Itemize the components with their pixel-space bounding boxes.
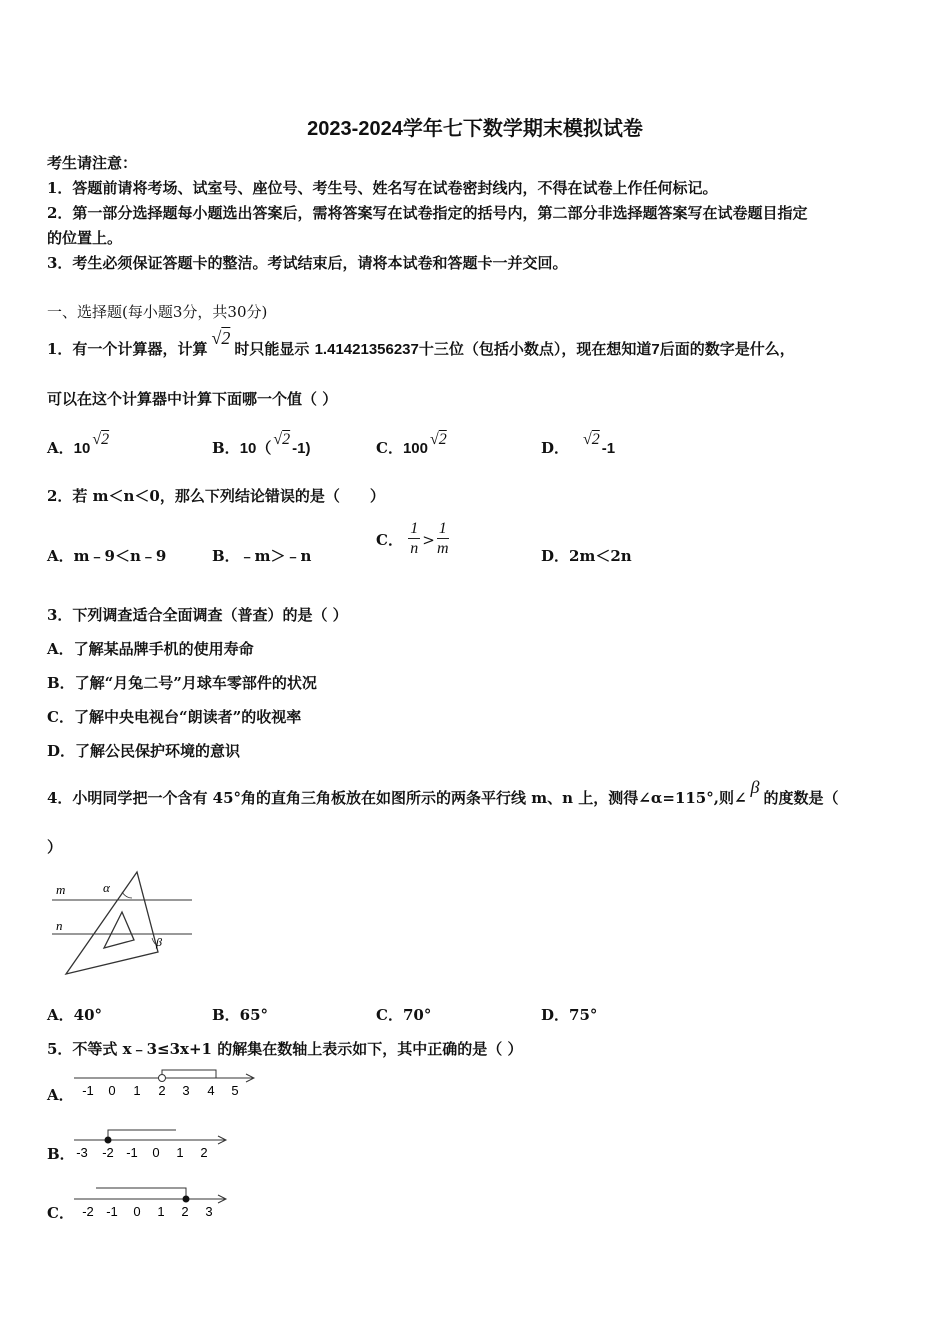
q1-text-b: 时只能显示 (234, 340, 310, 358)
notice-heading: 考生请注意： (47, 154, 138, 172)
label-m: m (56, 882, 66, 897)
tick-label: -2 (102, 1145, 114, 1160)
tick-label: 5 (231, 1083, 239, 1098)
page-title: 2023-2024学年七下数学期末模拟试卷 (307, 118, 643, 140)
q1-text-c: 十三位（包括小数点），现在想知道 (418, 340, 652, 358)
tick-label: 1 (133, 1083, 141, 1098)
number-line-a (70, 1066, 260, 1102)
question-5-stem: 5．不等式 x﹣3≤3x+1 的解集在数轴上表示如下，其中正确的是（ ） (47, 1040, 523, 1058)
option-label: A． (47, 439, 74, 457)
closed-point (183, 1196, 190, 1203)
notice-item-2-cont: 的位置上。 (47, 229, 123, 247)
question-4-stem (47, 777, 839, 808)
numerator: 1 (438, 520, 447, 537)
tick-label: 0 (152, 1145, 160, 1160)
q1-d-post: -1 (601, 440, 616, 457)
q1-seven: 7 (651, 341, 660, 358)
q2-option-a: A．m﹣9＜n﹣9 (47, 547, 167, 565)
q1-text-d: 后面的数字是什么， (659, 340, 795, 358)
q1-option-a (47, 431, 110, 458)
denominator: m (436, 540, 449, 557)
q3-option-b: B．了解“月兔二号”月球车零部件的状况 (47, 674, 317, 692)
q4-stem-text: 4．小明同学把一个含有 45°角的直角三角板放在如图所示的两条平行线 m、n 上，测得∠α=115°,则∠ (47, 789, 747, 807)
number-line-c (70, 1184, 235, 1220)
sqrt-2-exponent: √2 (92, 431, 110, 448)
numerator: 1 (410, 520, 419, 537)
tick-label: -2 (82, 1204, 94, 1219)
question-1-line-1 (47, 328, 795, 359)
tick-label: 4 (207, 1083, 215, 1098)
q1-text-a: 1．有一个计算器，计算 (47, 340, 208, 358)
q1-a-base: 10 (73, 440, 91, 457)
solution-bracket (162, 1070, 216, 1078)
q5-option-c-label: C． (47, 1204, 74, 1222)
q2-option-d: D．2m＜2n (541, 547, 632, 565)
q1-b-post: -1) (292, 440, 311, 457)
question-1-line-2: 可以在这个计算器中计算下面哪一个值（ ） (47, 390, 338, 408)
q3-option-c: C．了解中央电视台“朗读者”的收视率 (47, 708, 302, 726)
tick-label: -1 (106, 1204, 118, 1219)
q1-radicand: 2 (221, 328, 231, 348)
label-beta: β (156, 935, 162, 949)
notice-item-3: 3．考生必须保证答题卡的整洁。考试结束后，请将本试卷和答题卡一并交回。 (47, 254, 568, 272)
denominator: n (410, 540, 419, 557)
tick-label: -3 (76, 1145, 88, 1160)
q3-option-d: D．了解公民保护环境的意识 (47, 742, 241, 760)
tick-label: 3 (182, 1083, 190, 1098)
q4-option-c: C．70° (376, 1006, 432, 1024)
fraction-1-over-n (408, 520, 420, 559)
option-label: B． (212, 439, 240, 457)
sqrt-2-exponent: √2 (429, 431, 447, 448)
notice-item-2: 2．第一部分选择题每小题选出答案后，需将答案写在试卷指定的括号内，第二部分非选择题答案写在试卷题目指定 (47, 204, 808, 222)
fraction-1-over-m (437, 520, 449, 559)
open-point (159, 1075, 166, 1082)
tick-label: 2 (181, 1204, 189, 1219)
label-alpha: α (103, 880, 110, 895)
tick-label: 2 (158, 1083, 166, 1098)
tick-label: 0 (133, 1204, 141, 1219)
q1-option-b (212, 431, 311, 458)
tick-label: 0 (108, 1083, 116, 1098)
solution-bracket (108, 1130, 176, 1140)
sqrt-2: √2 (273, 431, 291, 448)
tick-label: 1 (176, 1145, 184, 1160)
option-label: C． (376, 531, 403, 549)
q1-b-pre: 10（ (239, 440, 272, 457)
sqrt-2-expression: √2 (211, 328, 231, 348)
tick-label: 2 (200, 1145, 208, 1160)
question-3-stem: 3．下列调查适合全面调查（普查）的是（ ） (47, 606, 348, 624)
option-label: D． (541, 439, 570, 457)
q4-option-d: D．75° (541, 1006, 598, 1024)
q5-option-b-label: B． (47, 1145, 75, 1163)
question-4-close-paren: ） (47, 838, 63, 856)
q4-stem-end: 的度数是（ (763, 789, 839, 807)
tick-label: 3 (205, 1204, 213, 1219)
q5-option-a-label: A． (47, 1086, 74, 1104)
q1-radicand: 2 (591, 431, 600, 448)
closed-point (105, 1137, 112, 1144)
q4-option-b: B．65° (212, 1006, 269, 1024)
q4-option-a: A．40° (47, 1006, 103, 1024)
triangle-outer (66, 872, 158, 974)
q2-option-c (376, 520, 449, 559)
tick-labels (82, 1204, 212, 1219)
triangle-inner (104, 912, 134, 948)
q2-option-b: B．﹣m＞﹣n (212, 547, 312, 565)
greater-than: > (422, 530, 435, 549)
tick-labels (76, 1145, 207, 1160)
tick-label: -1 (126, 1145, 138, 1160)
section-heading: 一、选择题(每小题3分，共30分) (47, 303, 268, 321)
number-line-b (70, 1126, 235, 1162)
alpha-arc (122, 892, 132, 898)
q1-radicand: 2 (438, 431, 447, 448)
q1-option-c (376, 431, 447, 458)
parallel-lines-triangle-figure (48, 868, 196, 980)
question-2-stem: 2．若 m＜n＜0，那么下列结论错误的是（ ） (47, 487, 385, 505)
tick-label: 1 (157, 1204, 165, 1219)
notice-item-1: 1．答题前请将考场、试室号、座位号、考生号、姓名写在试卷密封线内，不得在试卷上作任何标记。 (47, 179, 718, 197)
q1-display-value: 1.41421356237 (314, 341, 419, 358)
sqrt-2: √2 (583, 431, 600, 448)
tick-labels (82, 1083, 238, 1098)
label-n: n (56, 918, 63, 933)
tick-label: -1 (82, 1083, 94, 1098)
solution-bracket (96, 1188, 186, 1199)
q1-radicand: 2 (101, 431, 110, 448)
q3-option-a: A．了解某品牌手机的使用寿命 (47, 640, 254, 658)
option-label: C． (376, 439, 403, 457)
q1-radicand: 2 (282, 431, 291, 448)
q1-c-base: 100 (402, 440, 428, 457)
q4-beta: β (750, 777, 760, 797)
q1-option-d (541, 431, 616, 458)
